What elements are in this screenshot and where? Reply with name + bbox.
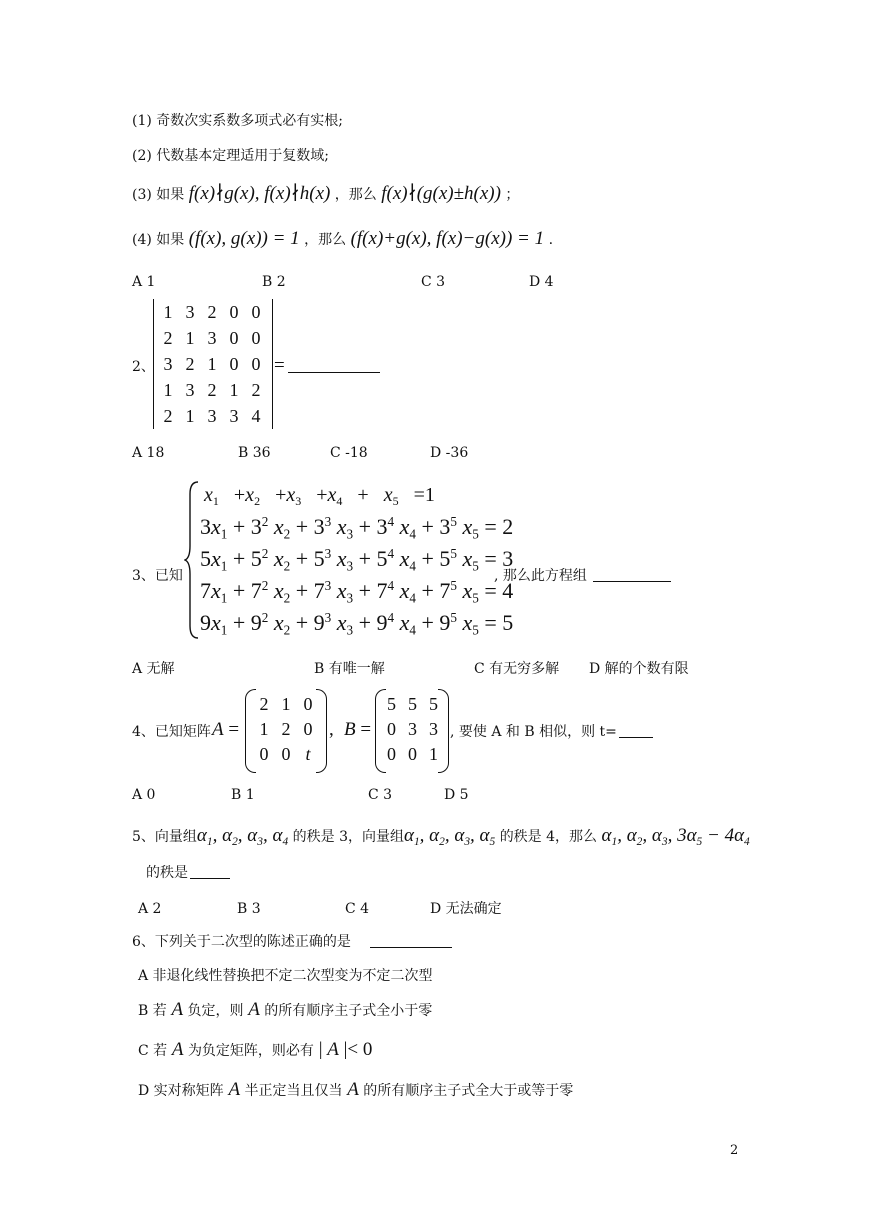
q6-c-text-2: 为负定矩阵，则必有 <box>187 1043 314 1059</box>
q6-d-text-1: D 实对称矩阵 <box>138 1083 224 1099</box>
q6-b-text-1: B 若 <box>138 1003 167 1019</box>
q3-label: 3、已知 <box>132 568 183 584</box>
q2-determinant-cell: 0 <box>229 354 239 374</box>
q4-answer-blank <box>619 737 653 738</box>
statement-4-prefix: (4) 如果 <box>132 232 185 248</box>
statement-3-mid: ，那么 <box>334 187 377 203</box>
statement-3-math-1: f(x)∤g(x), f(x)∤h(x) <box>188 183 331 204</box>
q5-text-a: 5、向量组 <box>132 829 197 845</box>
q2-determinant-cell: 0 <box>229 302 239 322</box>
q6-c-condition: | A |< 0 <box>313 1039 373 1060</box>
q6-title: 6、下列关于二次型的陈述正确的是 <box>132 934 351 950</box>
q4-matrix-a-cell: 0 <box>281 744 291 764</box>
q5-vectors-1: $\alpha_1$, $\alpha_2$, $\alpha_3$, $\alpha_4$ <box>196 825 289 848</box>
q6-d-text-2: 半正定当且仅当 <box>244 1083 343 1099</box>
q4-comma: , <box>329 719 334 740</box>
q2-option-b: B 36 <box>238 445 271 461</box>
q4-matrix-a-cell: 1 <box>281 694 291 714</box>
statement-4-mid: ，那么 <box>304 232 347 248</box>
q5-line-1 <box>132 826 750 852</box>
q2-determinant-cell: 3 <box>207 406 217 426</box>
q4-option-d: D 5 <box>444 787 469 803</box>
q2-determinant-cell: 1 <box>163 302 173 322</box>
q6-d-matrix-2: A <box>342 1079 364 1100</box>
q1-option-c: C 3 <box>421 274 446 290</box>
q2-determinant-cell: 2 <box>207 380 217 400</box>
q6-b-matrix-2: A <box>243 999 265 1020</box>
q4-matrix-b-cell: 1 <box>429 744 438 764</box>
q2-determinant-cell: 3 <box>207 328 217 348</box>
q2-determinant-cell: 2 <box>251 380 261 400</box>
q4-matrix-b-cell: 0 <box>387 719 396 739</box>
q5-answer-blank <box>190 878 230 879</box>
statement-2: (2) 代数基本定理适用于复数域; <box>132 148 329 164</box>
q5-option-a: A 2 <box>138 901 162 917</box>
q3-answer-blank <box>593 581 671 582</box>
q4-matrix-b-cell: 0 <box>408 744 417 764</box>
q2-determinant-cell: 0 <box>251 328 261 348</box>
q6-option-d <box>138 1080 573 1101</box>
q2-determinant-cell: 4 <box>251 406 261 426</box>
q6-b-text-3: 的所有顺序主子式全小于零 <box>264 1003 433 1019</box>
statement-3 <box>132 184 519 205</box>
q2-determinant-cell: 3 <box>185 302 195 322</box>
q4-matrix-b-cell: 3 <box>408 719 417 739</box>
statement-4 <box>132 229 553 250</box>
q2-equals: = <box>274 355 285 376</box>
q3-option-a: A 无解 <box>132 661 175 677</box>
q6-c-matrix: A <box>167 1039 188 1060</box>
q3-equation-4: $7x_1 + 7^2$ $x_2 + 7^3$ $x_3 + 7^4$ $x_4 + 7^5$ $x_5 = 4$ <box>200 578 514 606</box>
q2-determinant-cell: 0 <box>251 302 261 322</box>
q2-determinant-cell: 1 <box>185 406 195 426</box>
q4-option-b: B 1 <box>231 787 255 803</box>
q4-matrix-b-cell: 5 <box>387 694 396 714</box>
q4-matrix-b-cell: 3 <box>429 719 438 739</box>
q6-b-text-2: 负定，则 <box>187 1003 244 1019</box>
q4-matrix-a-cell: 0 <box>303 719 313 739</box>
q6-d-text-3: 的所有顺序主子式全大于或等于零 <box>363 1083 574 1099</box>
q6-c-text-1: C 若 <box>138 1043 168 1059</box>
q4-label: 4、已知矩阵 <box>132 724 211 740</box>
statement-4-end: . <box>548 232 554 248</box>
q6-option-b <box>138 1000 432 1021</box>
q6-answer-blank <box>370 947 452 948</box>
q3-option-c: C 有无穷多解 <box>474 661 560 677</box>
q5-text-b: 的秩是 3，向量组 <box>292 829 404 845</box>
q2-determinant-cell: 3 <box>185 380 195 400</box>
q4-matrix-b <box>375 689 449 771</box>
q6-option-c <box>138 1040 372 1061</box>
q2-determinant-cell: 0 <box>251 354 261 374</box>
q4-matrix-a-cell: 0 <box>259 744 269 764</box>
q2-determinant-cell: 2 <box>207 302 217 322</box>
q2-determinant-cell: 2 <box>163 406 173 426</box>
q4-matrix-b-label: B = <box>344 719 372 740</box>
q4-matrix-a-cell: 1 <box>259 719 269 739</box>
q2-determinant-cell: 2 <box>185 354 195 374</box>
q5-option-d: D 无法确定 <box>430 901 502 917</box>
q4-matrix-b-cell: 5 <box>429 694 438 714</box>
statement-1: (1) 奇数次实系数多项式必有实根; <box>132 113 343 129</box>
q2-label: 2、 <box>132 359 155 375</box>
q5-option-b: B 3 <box>237 901 261 917</box>
q2-option-c: C -18 <box>330 445 368 461</box>
q4-matrix-a-label: A = <box>212 719 240 740</box>
left-brace-icon <box>184 480 200 640</box>
q2-determinant-cell: 1 <box>229 380 239 400</box>
q2-determinant-cell: 3 <box>229 406 239 426</box>
q5-vectors-2: $\alpha_1$, $\alpha_2$, $\alpha_3$, $\alpha_5$ <box>403 825 496 848</box>
q1-option-b: B 2 <box>262 274 286 290</box>
q4-option-a: A 0 <box>132 787 156 803</box>
q6-option-a: A 非退化线性替换把不定二次型变为不定二次型 <box>138 968 433 984</box>
q4-matrix-b-cell: 0 <box>387 744 396 764</box>
q4-matrix-a-cell: 2 <box>281 719 291 739</box>
q6-d-matrix-1: A <box>223 1079 245 1100</box>
q4-matrix-a-cell: t <box>305 744 311 764</box>
q4-matrix-a <box>245 689 327 771</box>
q1-option-a: A 1 <box>132 274 156 290</box>
q4-tail: , 要使 A 和 B 相似，则 t= <box>450 724 617 740</box>
q2-determinant-cell: 1 <box>163 380 173 400</box>
statement-4-math-2: (f(x)+g(x), f(x)−g(x)) = 1 <box>350 228 545 249</box>
q2-determinant-cell: 0 <box>229 328 239 348</box>
q4-matrix-a-cell: 0 <box>303 694 313 714</box>
q2-determinant-cell: 1 <box>185 328 195 348</box>
statement-4-math-1: (f(x), g(x)) = 1 <box>188 228 300 249</box>
q2-option-d: D -36 <box>430 445 469 461</box>
q6-b-matrix-1: A <box>166 999 188 1020</box>
q3-equation-5: $9x_1 + 9^2$ $x_2 + 9^3$ $x_3 + 9^4$ $x_4 + 9^5$ $x_5 = 5$ <box>200 610 514 638</box>
q5-vectors-3: $\alpha_1$, $\alpha_2$, $\alpha_3$, $3\alpha_5 - 4\alpha_4$ <box>601 825 750 848</box>
q2-determinant <box>153 299 273 429</box>
q5-line-2: 的秩是 <box>146 865 188 881</box>
q3-equation-1: $x_1 +x_2 +x_3 +x_4 + x_5 =1$ <box>204 484 435 509</box>
q2-determinant-cell: 1 <box>207 354 217 374</box>
statement-3-prefix: (3) 如果 <box>132 187 185 203</box>
q3-tail: , 那么此方程组 <box>494 568 587 584</box>
q4-matrix-b-cell: 5 <box>408 694 417 714</box>
q5-text-c: 的秩是 4，那么 <box>499 829 598 845</box>
statement-3-math-2: f(x)∤(g(x)±h(x)) <box>381 183 501 204</box>
page-number: 2 <box>730 1143 739 1158</box>
q2-answer-blank <box>288 372 380 373</box>
q3-option-b: B 有唯一解 <box>314 661 385 677</box>
q3-option-d: D 解的个数有限 <box>589 661 689 677</box>
statement-3-end: ； <box>505 187 520 203</box>
q4-matrix-a-cell: 2 <box>259 694 269 714</box>
q1-option-d: D 4 <box>529 274 554 290</box>
q2-determinant-cell: 3 <box>163 354 173 374</box>
q3-equation-3: $5x_1 + 5^2$ $x_2 + 5^3$ $x_3 + 5^4$ $x_4 + 5^5$ $x_5 = 3$ <box>200 546 514 574</box>
q4-option-c: C 3 <box>368 787 393 803</box>
q2-option-a: A 18 <box>132 445 165 461</box>
q2-determinant-cell: 2 <box>163 328 173 348</box>
q3-equation-2: $3x_1 + 3^2$ $x_2 + 3^3$ $x_3 + 3^4$ $x_4 + 3^5$ $x_5 = 2$ <box>200 514 514 542</box>
q5-option-c: C 4 <box>345 901 370 917</box>
